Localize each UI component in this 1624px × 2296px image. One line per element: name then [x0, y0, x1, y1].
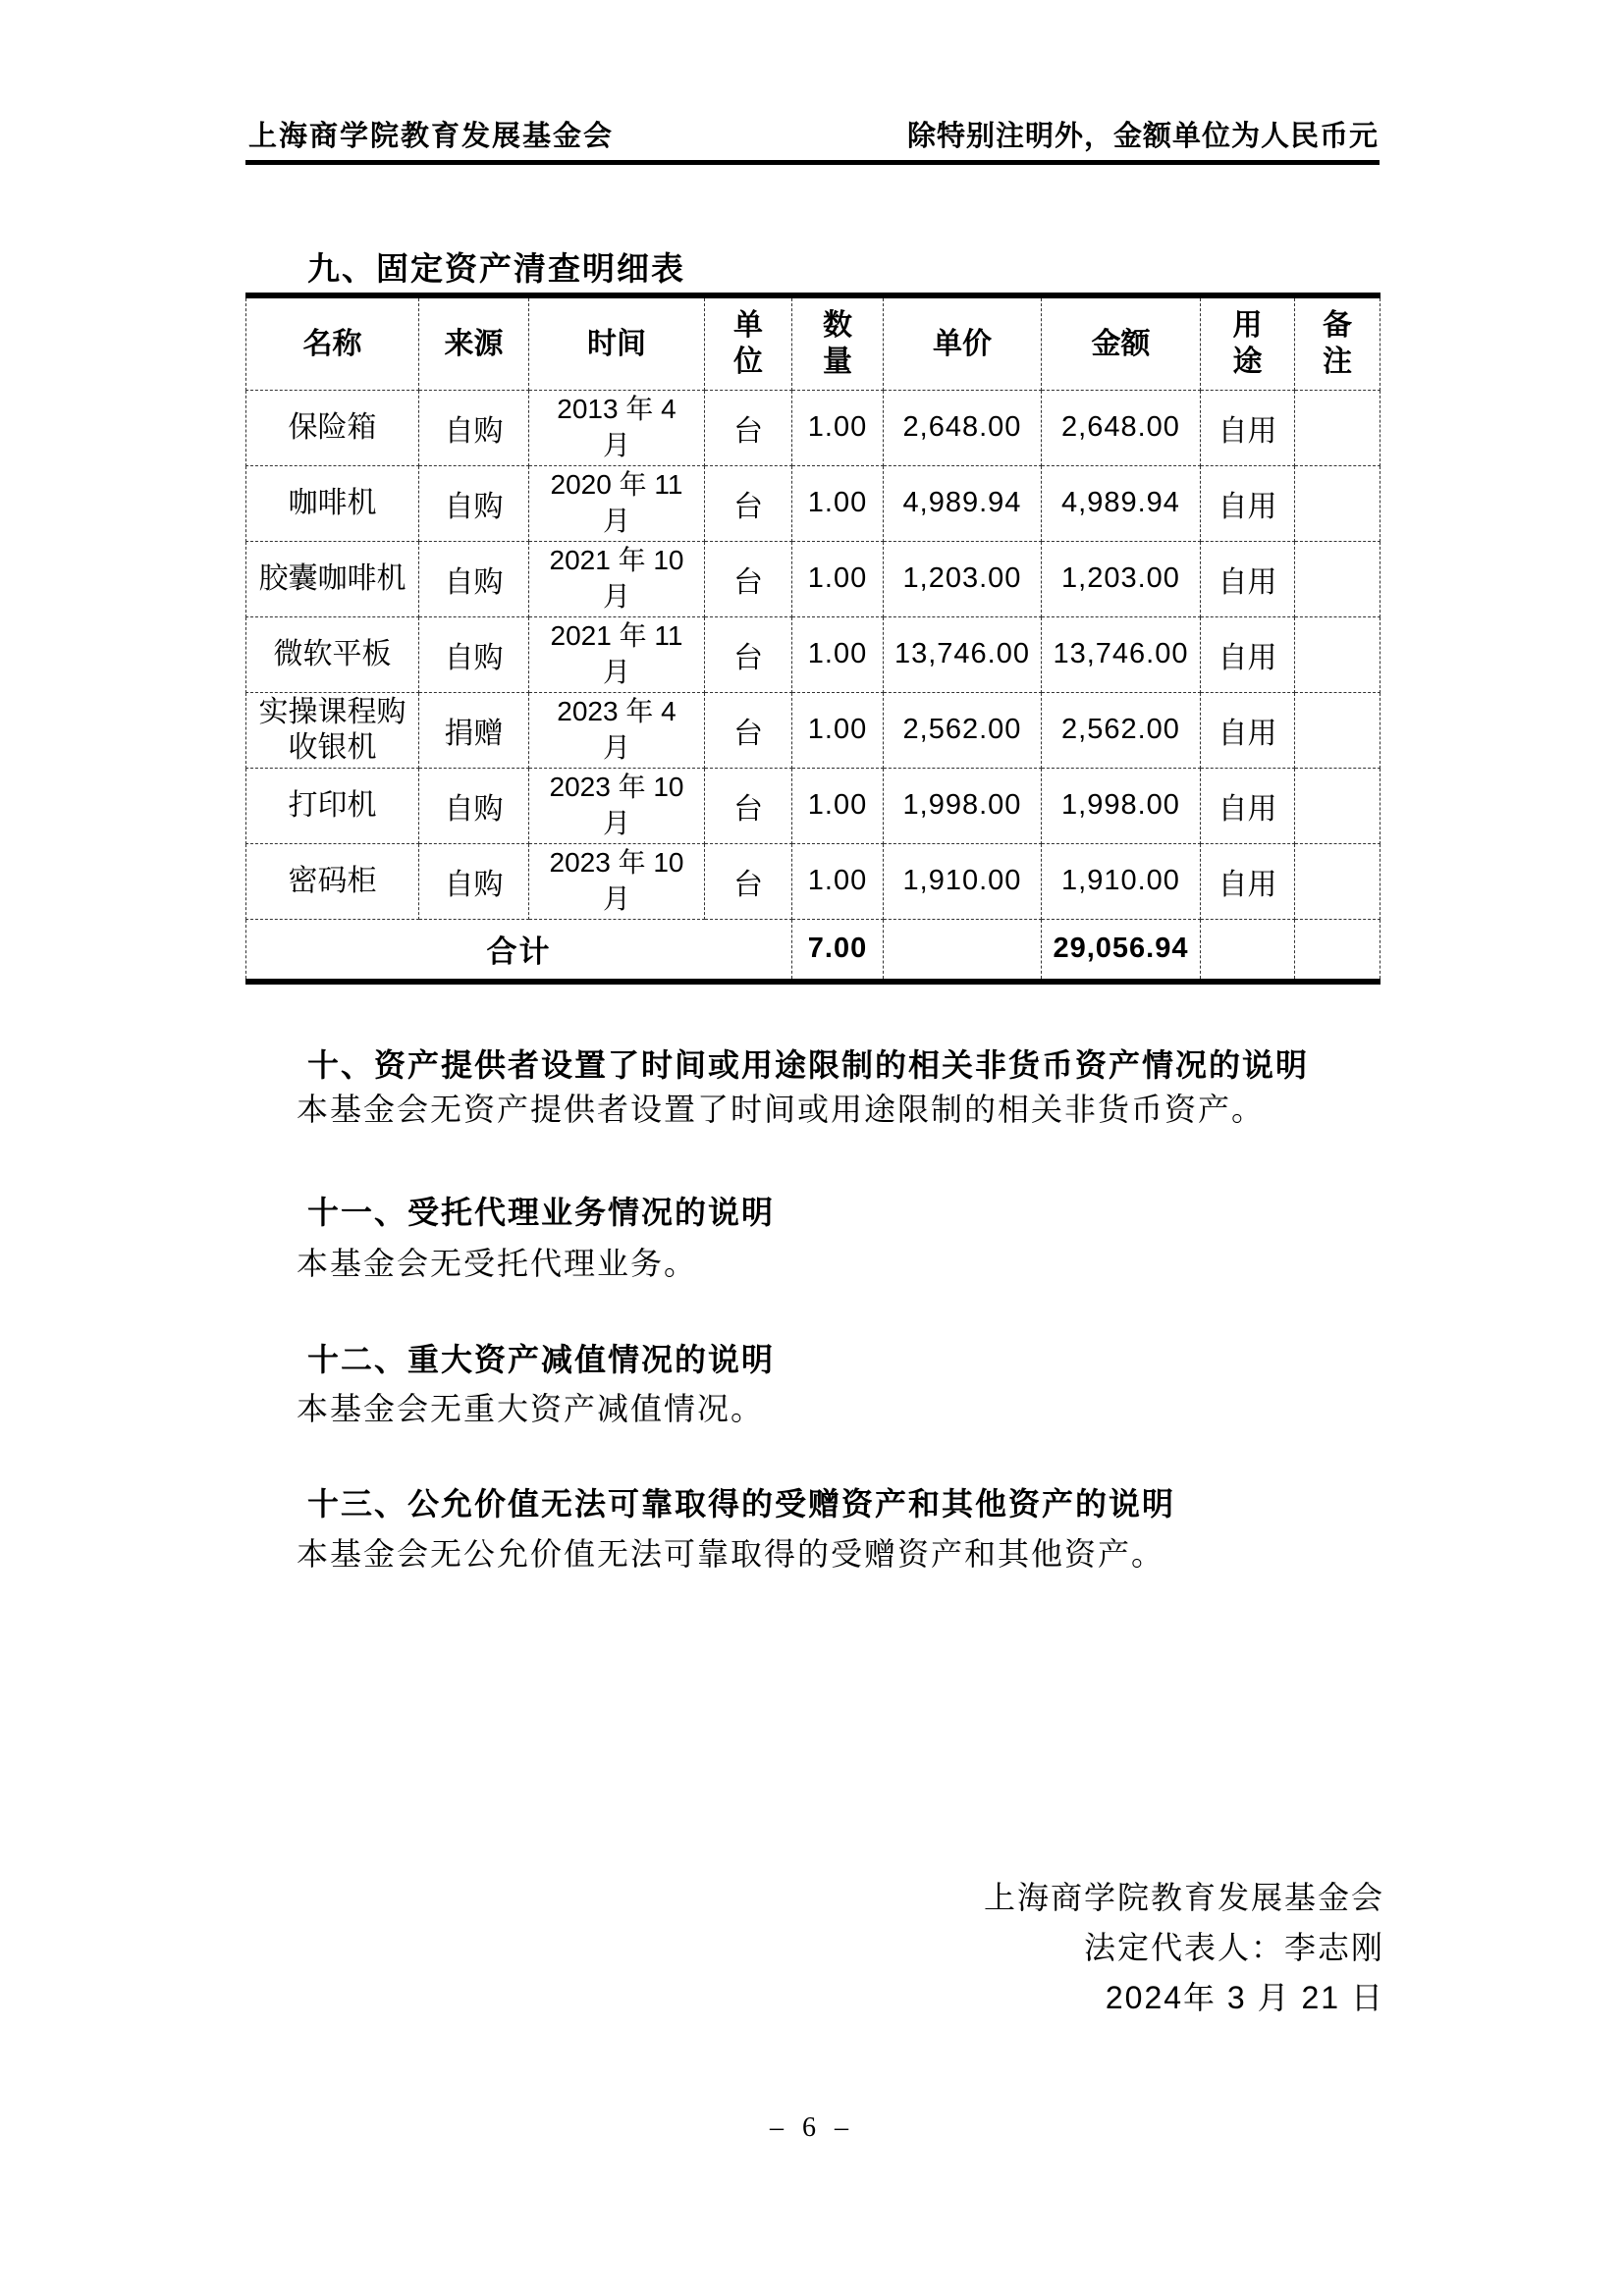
cell-time: 2020 年 11 月	[529, 465, 705, 541]
cell-unit: 台	[705, 390, 792, 465]
col-header-unit: 单 位	[705, 295, 792, 390]
cell-unit: 台	[705, 616, 792, 692]
cell-name: 打印机	[246, 768, 419, 843]
section-12-heading: 十二、重大资产减值情况的说明	[307, 1342, 776, 1377]
fixed-asset-table	[245, 293, 1380, 985]
col-header-qty: 数 量	[792, 295, 884, 390]
table-row	[246, 390, 1380, 465]
cell-qty: 1.00	[792, 843, 884, 919]
cell-amount: 4,989.94	[1042, 465, 1201, 541]
cell-note	[1295, 616, 1380, 692]
cell-note	[1295, 768, 1380, 843]
cell-price: 1,203.00	[884, 541, 1042, 616]
cell-price: 1,998.00	[884, 768, 1042, 843]
cell-amount: 1,998.00	[1042, 768, 1201, 843]
cell-time: 2023 年 10 月	[529, 768, 705, 843]
page-header-org: 上海商学院教育发展基金会	[248, 121, 615, 152]
section-13-heading: 十三、公允价值无法可靠取得的受赠资产和其他资产的说明	[307, 1486, 1176, 1522]
cell-source: 自购	[419, 465, 529, 541]
cell-source: 自购	[419, 843, 529, 919]
cell-unit: 台	[705, 843, 792, 919]
table-row	[246, 768, 1380, 843]
table-row	[246, 692, 1380, 768]
cell-use: 自用	[1201, 541, 1295, 616]
cell-name: 保险箱	[246, 390, 419, 465]
section-11-heading: 十一、受托代理业务情况的说明	[307, 1195, 776, 1230]
cell-name: 咖啡机	[246, 465, 419, 541]
cell-price: 2,562.00	[884, 692, 1042, 768]
cell-use: 自用	[1201, 616, 1295, 692]
cell-use: 自用	[1201, 390, 1295, 465]
signature-block	[984, 1873, 1384, 2023]
total-price	[884, 919, 1042, 982]
table-row	[246, 843, 1380, 919]
total-row	[246, 919, 1380, 982]
cell-price: 13,746.00	[884, 616, 1042, 692]
cell-time: 2023 年 4 月	[529, 692, 705, 768]
col-header-amount: 金额	[1042, 295, 1201, 390]
section-10-body: 本基金会无资产提供者设置了时间或用途限制的相关非货币资产。	[297, 1092, 1266, 1127]
cell-time: 2021 年 11 月	[529, 616, 705, 692]
cell-price: 4,989.94	[884, 465, 1042, 541]
col-header-price: 单价	[884, 295, 1042, 390]
cell-qty: 1.00	[792, 541, 884, 616]
header-rule	[245, 160, 1380, 165]
signature-date: 2024年 3 月 21 日	[1105, 1980, 1384, 2015]
table-header-row	[246, 295, 1380, 390]
table-row	[246, 541, 1380, 616]
table-row	[246, 465, 1380, 541]
cell-amount: 1,203.00	[1042, 541, 1201, 616]
total-label: 合计	[246, 919, 792, 982]
section-13-body: 本基金会无公允价值无法可靠取得的受赠资产和其他资产。	[297, 1536, 1165, 1572]
total-use	[1201, 919, 1295, 982]
cell-source: 自购	[419, 390, 529, 465]
cell-qty: 1.00	[792, 768, 884, 843]
cell-note	[1295, 465, 1380, 541]
col-header-time: 时间	[529, 295, 705, 390]
cell-qty: 1.00	[792, 692, 884, 768]
cell-unit: 台	[705, 768, 792, 843]
total-amount: 29,056.94	[1042, 919, 1201, 982]
cell-time: 2023 年 10 月	[529, 843, 705, 919]
cell-source: 自购	[419, 616, 529, 692]
cell-time: 2013 年 4 月	[529, 390, 705, 465]
page-number: – 6 –	[770, 2112, 854, 2143]
cell-source: 自购	[419, 768, 529, 843]
cell-note	[1295, 541, 1380, 616]
cell-unit: 台	[705, 692, 792, 768]
cell-name: 微软平板	[246, 616, 419, 692]
total-note	[1295, 919, 1380, 982]
cell-use: 自用	[1201, 692, 1295, 768]
cell-price: 2,648.00	[884, 390, 1042, 465]
cell-price: 1,910.00	[884, 843, 1042, 919]
cell-name: 实操课程购收银机	[246, 692, 419, 768]
col-header-source: 来源	[419, 295, 529, 390]
cell-note	[1295, 843, 1380, 919]
cell-qty: 1.00	[792, 616, 884, 692]
cell-note	[1295, 692, 1380, 768]
cell-use: 自用	[1201, 843, 1295, 919]
cell-qty: 1.00	[792, 390, 884, 465]
section-11-body: 本基金会无受托代理业务。	[297, 1246, 698, 1281]
signature-representative: 法定代表人：李志刚	[1083, 1930, 1384, 1965]
cell-amount: 13,746.00	[1042, 616, 1201, 692]
cell-unit: 台	[705, 541, 792, 616]
cell-use: 自用	[1201, 768, 1295, 843]
cell-amount: 2,562.00	[1042, 692, 1201, 768]
table-title: 九、固定资产清查明细表	[307, 250, 685, 287]
signature-org: 上海商学院教育发展基金会	[983, 1880, 1384, 1915]
cell-source: 自购	[419, 541, 529, 616]
cell-amount: 2,648.00	[1042, 390, 1201, 465]
cell-use: 自用	[1201, 465, 1295, 541]
cell-note	[1295, 390, 1380, 465]
cell-name: 胶囊咖啡机	[246, 541, 419, 616]
cell-amount: 1,910.00	[1042, 843, 1201, 919]
cell-name: 密码柜	[246, 843, 419, 919]
cell-unit: 台	[705, 465, 792, 541]
total-qty: 7.00	[792, 919, 884, 982]
col-header-name: 名称	[246, 295, 419, 390]
page-header-note: 除特别注明外，金额单位为人民币元	[906, 121, 1379, 152]
cell-source: 捐赠	[419, 692, 529, 768]
section-12-body: 本基金会无重大资产减值情况。	[297, 1391, 765, 1426]
col-header-use: 用 途	[1201, 295, 1295, 390]
cell-qty: 1.00	[792, 465, 884, 541]
cell-time: 2021 年 10 月	[529, 541, 705, 616]
col-header-note: 备 注	[1295, 295, 1380, 390]
section-10-heading: 十、资产提供者设置了时间或用途限制的相关非货币资产情况的说明	[307, 1047, 1310, 1083]
table-row	[246, 616, 1380, 692]
